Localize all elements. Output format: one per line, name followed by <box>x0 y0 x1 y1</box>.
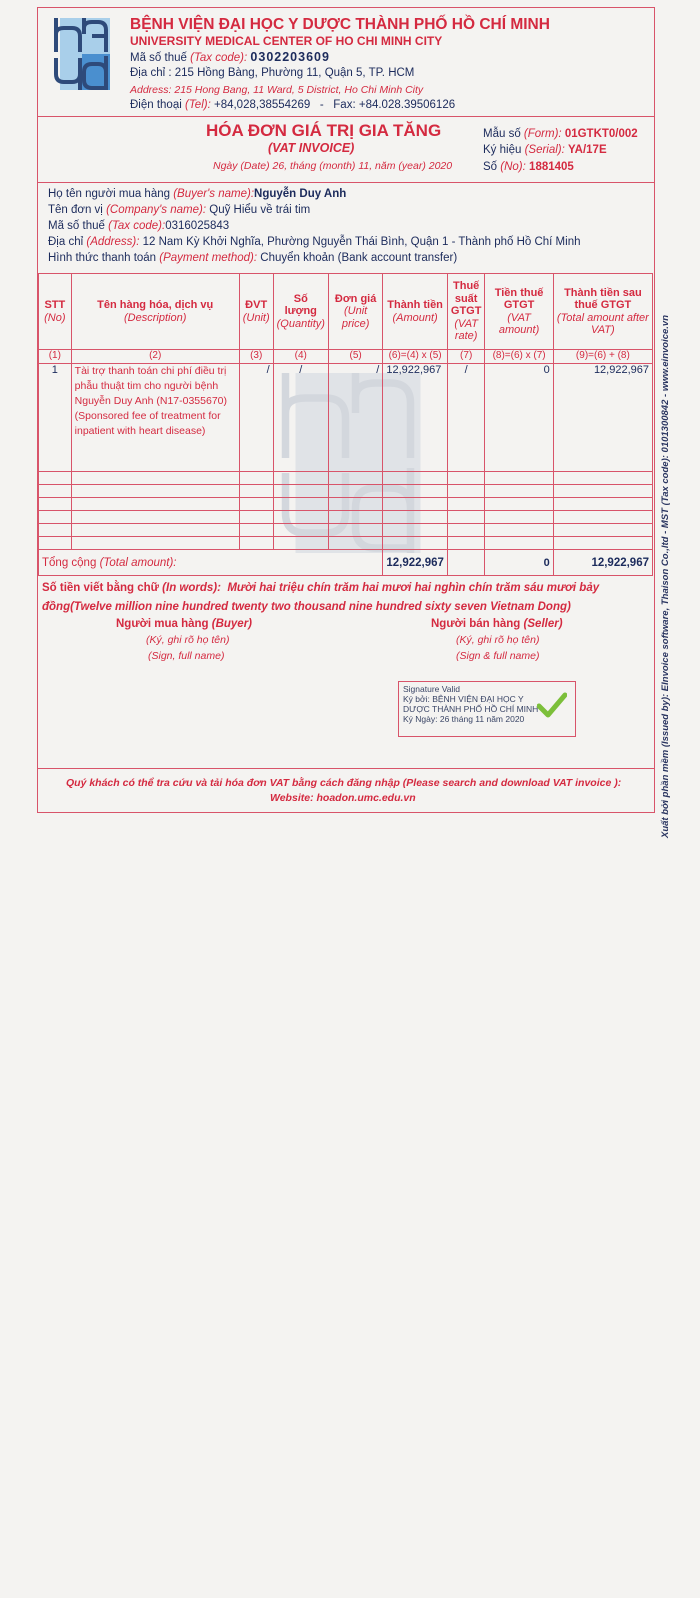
in-words-label-en: (In words): <box>162 582 221 594</box>
seller-address-en: Address: 215 Hong Bang, 11 Ward, 5 District, Ho Chi Minh City <box>130 84 424 96</box>
invoice-no-value: 1881405 <box>529 161 574 173</box>
index-cell: (4) <box>273 350 328 364</box>
invoice-no-label-en: (No): <box>500 161 526 173</box>
header-unit-price: Đơn giá (Unit price) <box>328 274 382 350</box>
side-note-container <box>660 314 674 1598</box>
buyer-sign-label-en: (Buyer) <box>211 618 253 630</box>
footer-divider <box>38 768 654 769</box>
total-vat: 0 <box>485 550 553 576</box>
serial-label-en: (Serial): <box>524 144 565 156</box>
table-row <box>39 511 653 524</box>
header-divider <box>38 116 654 117</box>
index-cell: (3) <box>239 350 273 364</box>
payment-label-en: (Payment method): <box>159 252 258 264</box>
seller-sign-label: Người bán hàng <box>431 618 521 630</box>
buyer-name-line <box>48 188 346 200</box>
in-words-label: Số tiền viết bằng chữ <box>42 582 159 594</box>
serial-line <box>483 144 607 156</box>
seller-signature-title <box>431 618 563 630</box>
total-row <box>39 550 653 576</box>
hospital-name-en: UNIVERSITY MEDICAL CENTER OF HO CHI MINH CITY <box>130 34 443 48</box>
buyer-tax-label-en: (Tax code): <box>108 220 166 232</box>
buyer-name-value: Nguyễn Duy Anh <box>254 188 347 200</box>
signature-valid-text: Signature Valid <box>403 684 461 694</box>
seller-sign-hint-en: (Sign & full name) <box>456 650 540 662</box>
table-row <box>39 485 653 498</box>
row-unit: / <box>239 364 273 472</box>
seller-tax-label: Mã số thuế <box>130 52 187 64</box>
index-cell: (1) <box>39 350 72 364</box>
seller-fax-label: Fax: <box>333 99 356 111</box>
seller-address-label: Địa chỉ <box>130 67 166 79</box>
seller-tax-label-en: (Tax code): <box>190 52 248 64</box>
serial-value: YA/17E <box>568 144 607 156</box>
total-label-en: (Total amount): <box>99 556 177 569</box>
serial-label: Ký hiệu <box>483 144 522 156</box>
signed-by-text: Ký bởi: BỆNH VIỆN ĐẠI HỌC Y DƯỢC THÀNH PHỐ HỒ CHÍ MINH <box>403 694 539 714</box>
header-description: Tên hàng hóa, dịch vụ (Description) <box>71 274 239 350</box>
seller-phone-line <box>130 99 455 111</box>
items-table <box>38 273 653 576</box>
hospital-logo-icon <box>48 14 114 94</box>
index-cell: (5) <box>328 350 382 364</box>
footer-website-line <box>270 792 416 804</box>
row-quantity: / <box>273 364 328 472</box>
seller-address-value: : 215 Hồng Bàng, Phường 11, Quận 5, TP. HCM <box>168 67 415 79</box>
row-vat-rate: / <box>447 364 485 472</box>
buyer-company-label: Tên đơn vị <box>48 204 103 216</box>
table-row <box>39 364 653 472</box>
row-no: 1 <box>39 364 72 472</box>
invoice-subtitle: (VAT INVOICE) <box>268 141 355 155</box>
header-no: STT (No) <box>39 274 72 350</box>
payment-line <box>48 252 457 264</box>
website-link[interactable]: hoadon.umc.edu.vn <box>316 792 416 804</box>
seller-address-line <box>130 67 414 79</box>
total-label-cell <box>39 550 383 576</box>
signed-date-text: Ký Ngày: 26 tháng 11 năm 2020 <box>403 714 525 724</box>
header-vat-rate: Thuế suất GTGT (VAT rate) <box>447 274 485 350</box>
seller-phone-value: +84,028,38554269 <box>213 99 311 111</box>
table-header-row <box>39 274 653 350</box>
in-words-line <box>42 582 599 594</box>
total-vat-rate-cell <box>447 550 485 576</box>
buyer-company-line <box>48 204 310 216</box>
in-words-value: Mười hai triệu chín trăm hai mươi hai nghìn chín trăm sáu mươi bảy <box>227 582 600 594</box>
seller-sign-label-en: (Seller) <box>523 618 563 630</box>
buyer-tax-line <box>48 220 229 232</box>
payment-label: Hình thức thanh toán <box>48 252 157 264</box>
form-line <box>483 128 638 140</box>
buyer-name-label: Họ tên người mua hàng <box>48 188 171 200</box>
header-quantity: Số lượng (Quantity) <box>273 274 328 350</box>
invoice-no-label: Số <box>483 161 498 173</box>
header-amount: Thành tiền (Amount) <box>383 274 448 350</box>
buyer-sign-label: Người mua hàng <box>116 618 209 630</box>
invoice-date: Ngày (Date) 26, tháng (month) 11, năm (year) 2020 <box>213 160 453 172</box>
total-amount: 12,922,967 <box>383 550 448 576</box>
total-label: Tổng cộng <box>42 556 97 569</box>
buyer-signature-title <box>116 618 252 630</box>
buyer-company-label-en: (Company's name): <box>106 204 207 216</box>
buyer-name-label-en: (Buyer's name): <box>173 188 255 200</box>
digital-signature-box <box>398 681 576 737</box>
form-label: Mẫu số <box>483 128 521 140</box>
payment-value: Chuyển khoản (Bank account transfer) <box>260 252 458 264</box>
title-divider <box>38 182 654 183</box>
form-label-en: (Form): <box>523 128 562 140</box>
invoice-no-line <box>483 161 574 173</box>
seller-sign-hint: (Ký, ghi rõ họ tên) <box>456 634 540 646</box>
table-row <box>39 498 653 511</box>
seller-phone-label: Điện thoại <box>130 99 182 111</box>
buyer-sign-hint: (Ký, ghi rõ họ tên) <box>146 634 230 646</box>
buyer-company-value: Quỹ Hiểu về trái tim <box>209 204 311 216</box>
table-index-row <box>39 350 653 364</box>
index-cell: (9)=(6) + (8) <box>553 350 652 364</box>
header-vat-amount: Tiền thuế GTGT (VAT amount) <box>485 274 553 350</box>
in-words-value-line2: đồng(Twelve million nine hundred twenty two thousand nine hundred sixty seven Vietnam Dong) <box>42 601 571 613</box>
row-unit-price: / <box>328 364 382 472</box>
buyer-address-line <box>48 236 581 248</box>
check-mark-icon <box>537 692 567 718</box>
header-total: Thành tiền sau thuế GTGT (Total amount after VAT) <box>553 274 652 350</box>
invoice-title: HÓA ĐƠN GIÁ TRỊ GIA TĂNG <box>206 121 442 140</box>
total-after-vat: 12,922,967 <box>553 550 652 576</box>
fax-separator: - <box>319 99 324 111</box>
row-vat-amount: 0 <box>485 364 553 472</box>
seller-tax-value: 0302203609 <box>250 50 330 64</box>
table-row <box>39 472 653 485</box>
seller-tax-line <box>130 50 330 64</box>
row-description: Tài trợ thanh toán chi phí điều trị phẫu thuật tim cho người bệnh Nguyễn Duy Anh (N17-0355670) (Sponsored fee of treatment for inpatient with heart disease) <box>71 364 239 472</box>
buyer-tax-value: 0316025843 <box>165 220 230 232</box>
seller-phone-label-en: (Tel): <box>185 99 211 111</box>
buyer-sign-hint-en: (Sign, full name) <box>148 650 225 662</box>
buyer-tax-label: Mã số thuế <box>48 220 105 232</box>
hospital-name-vi: BỆNH VIỆN ĐẠI HỌC Y DƯỢC THÀNH PHỐ HỒ CHÍ MINH <box>130 16 550 33</box>
footer-note: Quý khách có thể tra cứu và tải hóa đơn VAT bằng cách đăng nhập (Please search and download VAT invoice ): <box>66 777 622 789</box>
row-amount: 12,922,967 <box>383 364 448 472</box>
invoice-sheet <box>37 7 655 813</box>
row-total: 12,922,967 <box>553 364 652 472</box>
side-note: Xuất bởi phần mềm (Issued by): EInvoice software, Thaison Co.,ltd - MST (Tax code): 0101300842 - www.einvoice.vn <box>660 314 671 838</box>
buyer-address-label: Địa chỉ <box>48 236 84 248</box>
buyer-address-value: 12 Nam Kỳ Khởi Nghĩa, Phường Nguyễn Thái Bình, Quận 1 - Thành phố Hồ Chí Minh <box>142 236 581 248</box>
index-cell: (7) <box>447 350 485 364</box>
seller-fax-value: +84.028.39506126 <box>358 99 456 111</box>
index-cell: (6)=(4) x (5) <box>383 350 448 364</box>
header-unit: ĐVT (Unit) <box>239 274 273 350</box>
index-cell: (2) <box>71 350 239 364</box>
index-cell: (8)=(6) x (7) <box>485 350 553 364</box>
website-label: Website: <box>270 792 314 804</box>
form-value: 01GTKT0/002 <box>564 128 638 140</box>
table-row <box>39 537 653 550</box>
table-row <box>39 524 653 537</box>
buyer-address-label-en: (Address): <box>86 236 140 248</box>
